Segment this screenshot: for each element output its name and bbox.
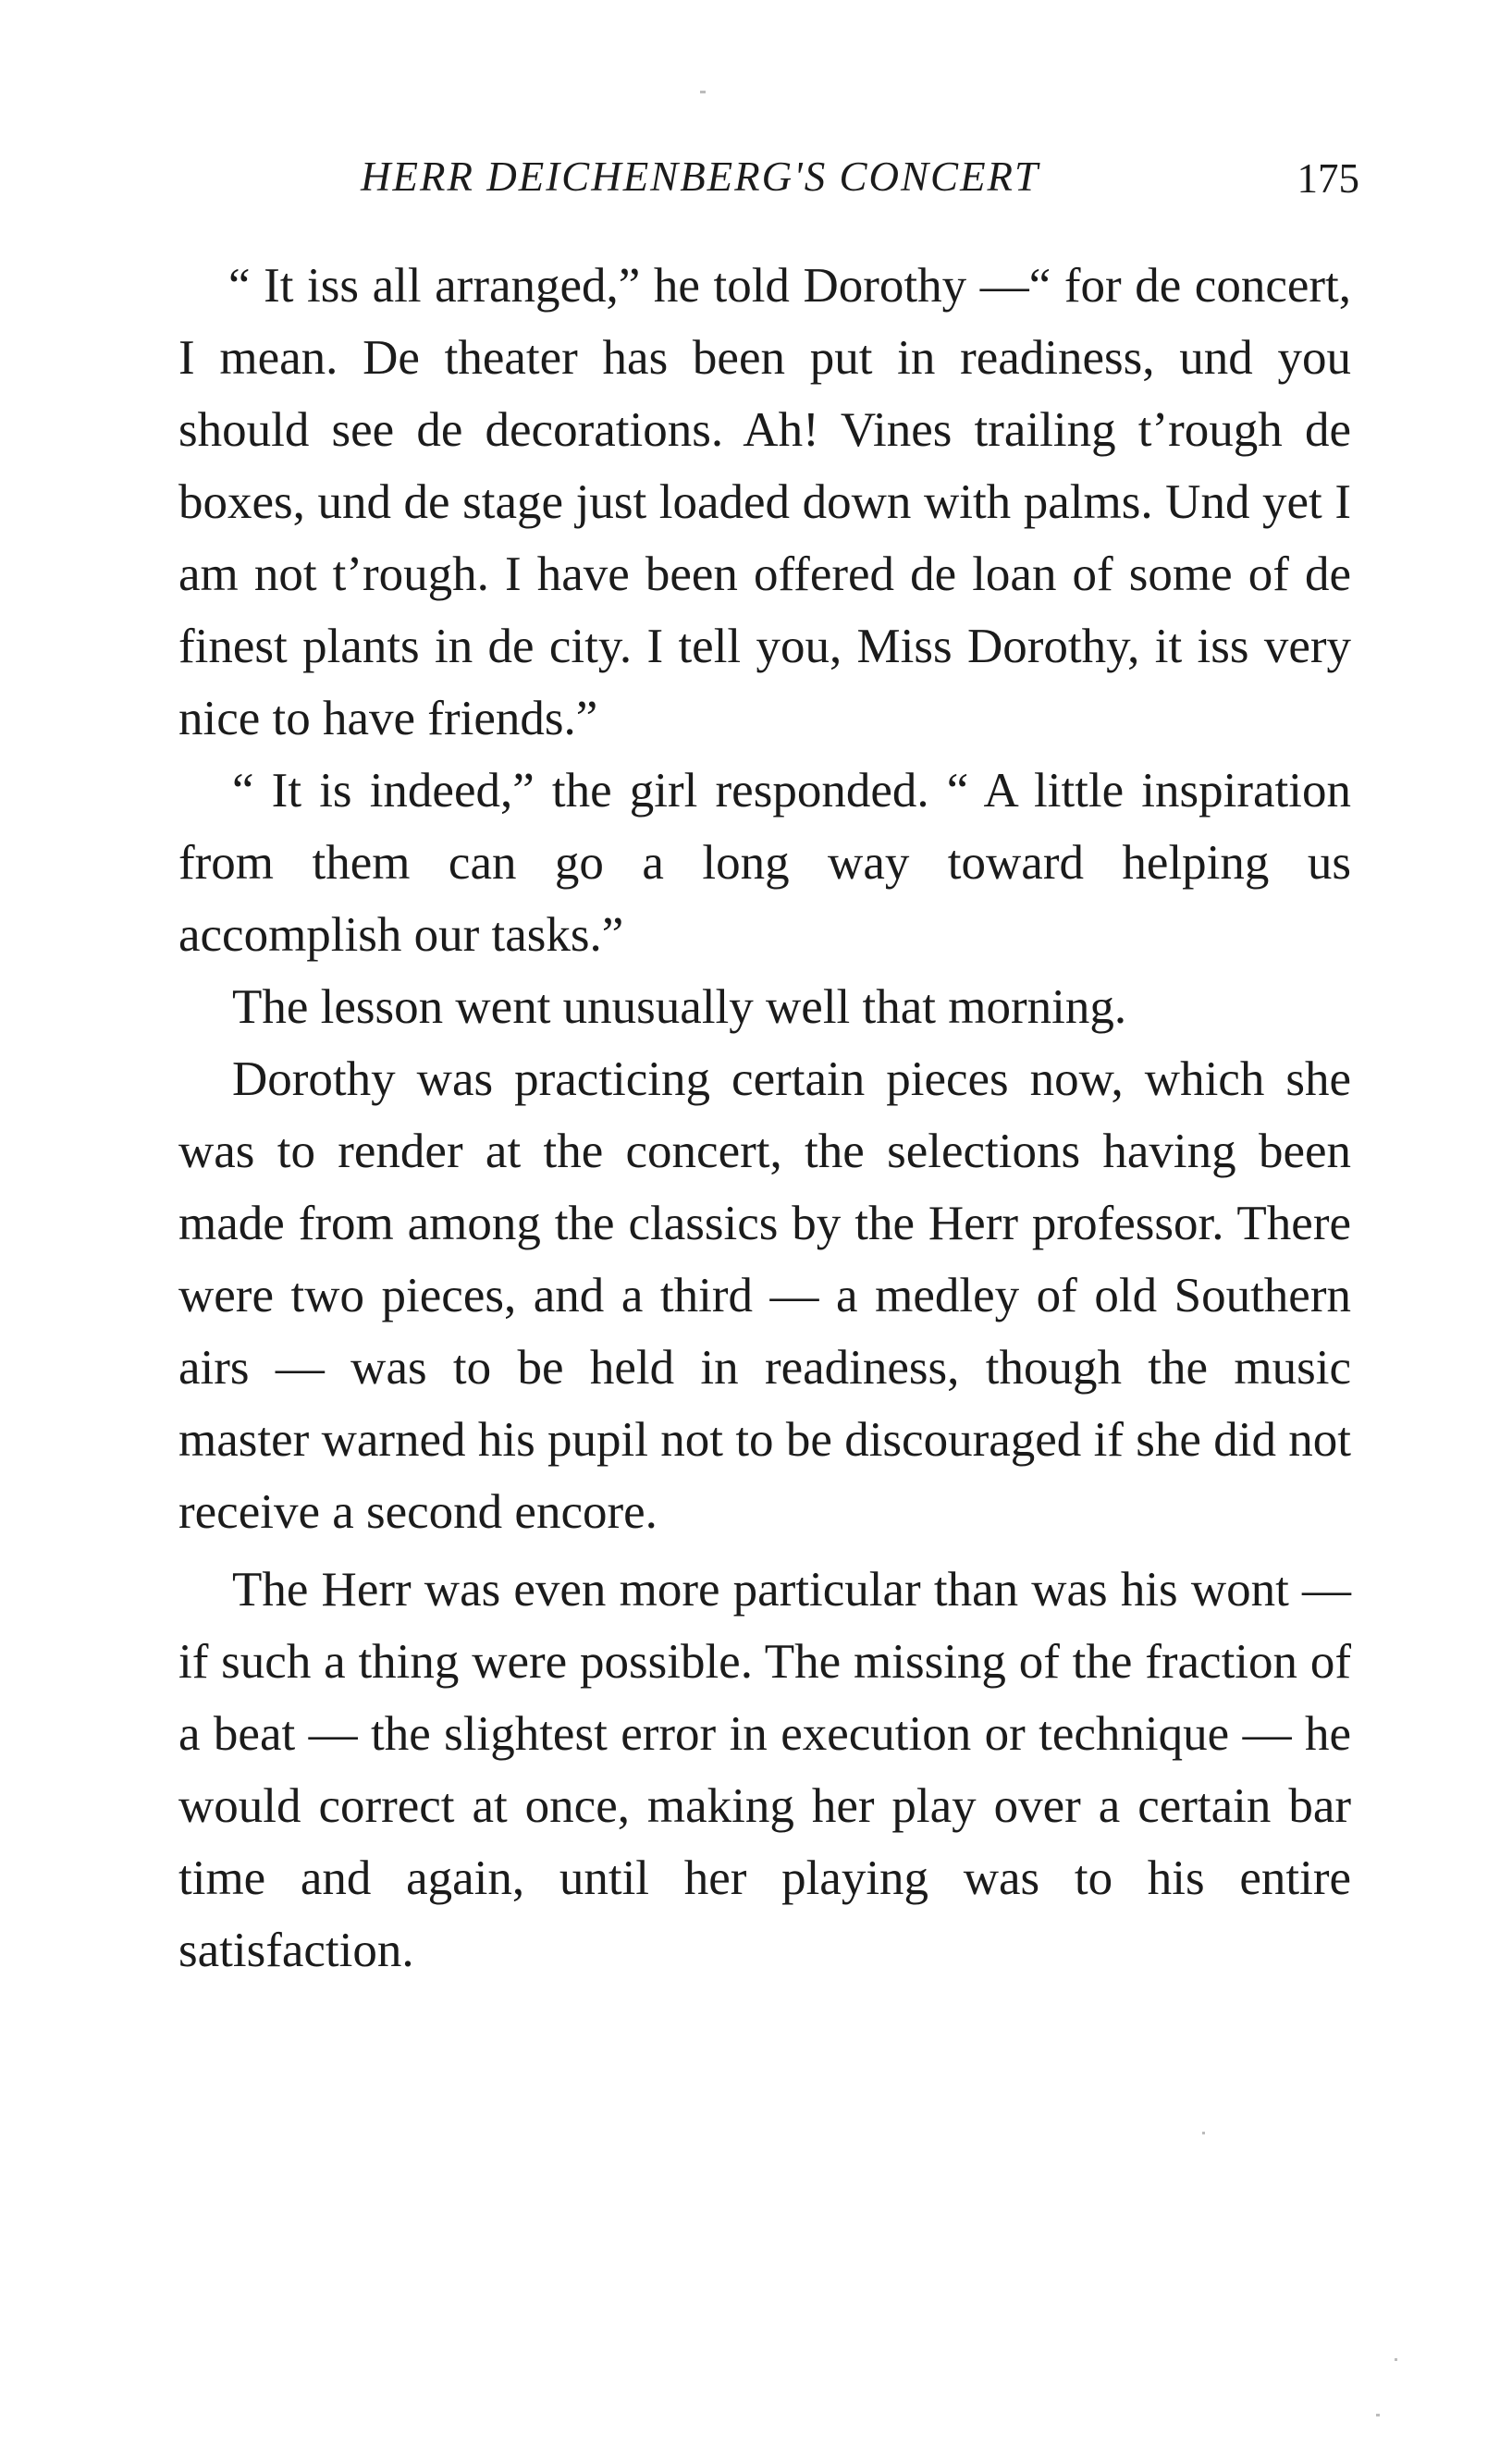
paragraph: The Herr was even more particular than was his wont — if such a thing were possible. The missing of the fraction of a beat — the slightest error in execution or technique — he would correct at once, making her play over a certain bar time and again, until her playing was to his entire satisfaction.	[178, 1563, 1351, 1977]
page-header	[361, 153, 1359, 208]
page-number: 175	[1297, 155, 1359, 202]
body-text	[178, 250, 1351, 1986]
paragraph: The lesson went unusually well that morning.	[232, 980, 1127, 1034]
scan-speck	[1376, 2414, 1380, 2416]
paragraph: “ It is indeed,” the girl responded. “ A little inspiration from them can go a long way toward helping us accomplish our tasks.”	[178, 764, 1351, 962]
scan-speck	[1202, 2132, 1205, 2134]
paragraph: “ It iss all arranged,” he told Dorothy —“ for de concert, I mean. De theater has been put in readiness, und you should see de decorations. Ah! Vines trailing t’rough de boxes, und de stage just loaded down with palms. Und yet I am not t’rough. I have been offered de loan of some of de finest plants in de city. I tell you, Miss Dorothy, it iss very nice to have friends.”	[178, 259, 1351, 745]
paragraph: Dorothy was practicing certain pieces now, which she was to render at the concert, the selections having been made from among the classics by the Herr professor. There were two pieces, and a third — a medley of old Southern airs — was to be held in readiness, though the music master warned his pupil not to be discouraged if she did not receive a second encore.	[178, 1052, 1351, 1539]
running-title: HERR DEICHENBERG'S CONCERT	[361, 154, 1040, 200]
page-top-speck	[700, 91, 706, 93]
scan-speck	[1395, 2358, 1397, 2361]
